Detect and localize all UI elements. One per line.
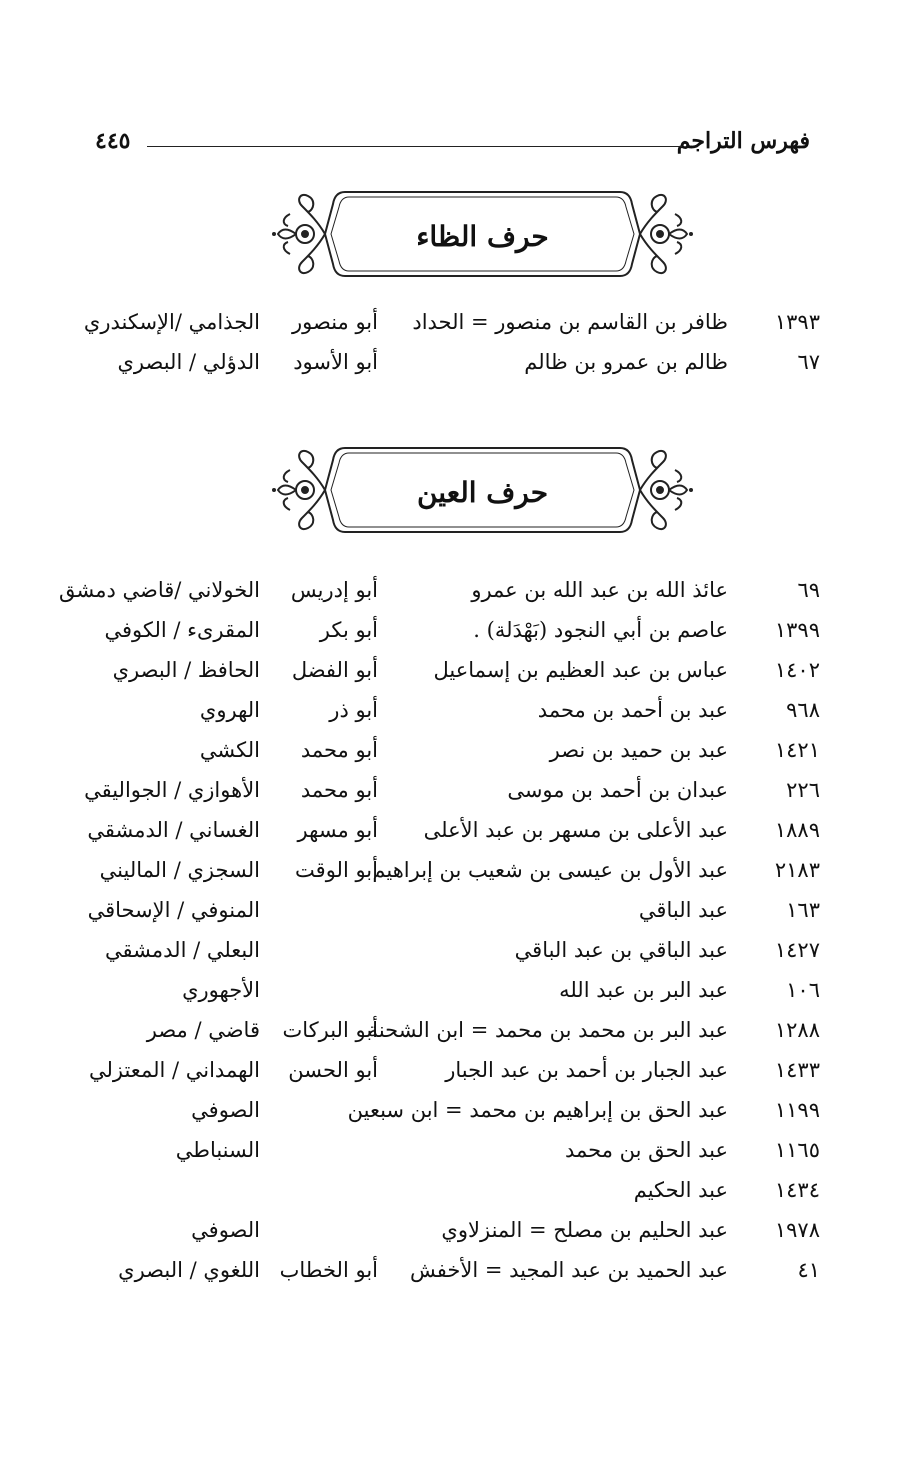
- entry-number: ١٤٢١: [774, 738, 820, 762]
- entry-name: عبدان بن أحمد بن موسى: [507, 778, 728, 802]
- entry-row: [90, 1058, 820, 1098]
- entry-name: عبد البر بن محمد بن محمد = ابن الشحنة: [367, 1018, 728, 1042]
- entry-row: [83, 310, 820, 350]
- entry-nisba: السجزي / الماليني: [99, 858, 260, 882]
- entry-nisba: المقرىء / الكوفي: [104, 618, 260, 642]
- page-number: ٤٤٥: [95, 128, 131, 154]
- entries-list: [83, 310, 820, 390]
- entry-nisba: اللغوي / البصري: [118, 1258, 260, 1282]
- entry-number: ١٤٣٤: [774, 1178, 820, 1202]
- entry-row: [58, 578, 820, 618]
- entry-row: [90, 1138, 820, 1178]
- entry-name: عبد البر بن عبد الله: [559, 978, 728, 1002]
- entry-number: ١٩٧٨: [774, 1218, 820, 1242]
- entry-row: [90, 698, 820, 738]
- entry-number: ٢١٨٣: [774, 858, 820, 882]
- entry-name: ظالم بن عمرو بن ظالم: [524, 350, 728, 374]
- entry-number: ١٨٨٩: [774, 818, 820, 842]
- entry-name: عبد الأول بن عيسى بن شعيب بن إبراهيم: [372, 858, 728, 882]
- entry-row: [90, 658, 820, 698]
- header-title: فهرس التراجم: [676, 128, 810, 154]
- entry-name: عباس بن عبد العظيم بن إسماعيل: [433, 658, 728, 682]
- entry-name: عبد الأعلى بن مسهر بن عبد الأعلى: [423, 818, 728, 842]
- entry-row: [90, 618, 820, 658]
- entry-name: ظافر بن القاسم بن منصور = الحداد: [412, 310, 728, 334]
- entry-kunya: أبو الفضل: [291, 658, 378, 682]
- section-heading-ornament: [270, 184, 695, 284]
- entry-number: ١٤٣٣: [774, 1058, 820, 1082]
- entry-name: عبد بن أحمد بن محمد: [537, 698, 728, 722]
- entry-name: عبد الباقي بن عبد الباقي: [514, 938, 728, 962]
- entry-nisba: الجذامي /الإسكندري: [83, 310, 260, 334]
- entry-name: عبد الحق بن محمد: [564, 1138, 728, 1162]
- entry-name: عبد الجبار بن أحمد بن عبد الجبار: [445, 1058, 728, 1082]
- entry-row: [90, 1218, 820, 1258]
- entry-kunya: أبو الحسن: [288, 1058, 378, 1082]
- entry-nisba: الخولاني /قاضي دمشق: [58, 578, 260, 602]
- entry-kunya: أبو بكر: [319, 618, 378, 642]
- entry-kunya: أبو ذر: [329, 698, 378, 722]
- entry-row: [87, 818, 820, 858]
- entry-kunya: أبو محمد: [300, 738, 378, 762]
- entry-kunya: أبو محمد: [300, 778, 378, 802]
- section-heading-ornament: [270, 440, 695, 540]
- entry-number: ١٣٩٣: [774, 310, 820, 334]
- entry-nisba: الحافظ / البصري: [112, 658, 260, 682]
- entry-kunya: أبو الوقت: [295, 858, 378, 882]
- entry-nisba: السنباطي: [175, 1138, 260, 1162]
- entry-number: ١٤٠٢: [774, 658, 820, 682]
- header-rule: [147, 146, 682, 147]
- entry-number: ١٦٣: [786, 898, 820, 922]
- entry-kunya: أبو البركات: [282, 1018, 378, 1042]
- entry-nisba: الهروي: [199, 698, 260, 722]
- entry-kunya: أبو إدريس: [290, 578, 378, 602]
- entry-kunya: أبو الأسود: [293, 350, 378, 374]
- entry-kunya: أبو منصور: [292, 310, 378, 334]
- entry-number: ٦٩: [797, 578, 820, 602]
- entry-row: [90, 858, 820, 898]
- entry-number: ٩٦٨: [786, 698, 820, 722]
- entry-number: ١٢٨٨: [774, 1018, 820, 1042]
- entry-number: ١٤٢٧: [774, 938, 820, 962]
- entry-name: عبد الحليم بن مصلح = المنزلاوي: [441, 1218, 728, 1242]
- entry-number: ١٣٩٩: [774, 618, 820, 642]
- section-heading: حرف العين: [416, 476, 549, 509]
- section-heading: حرف الظاء: [416, 220, 549, 253]
- entry-row: [90, 738, 820, 778]
- entry-name: عاصم بن أبي النجود (بَهْدَلة) .: [473, 618, 728, 642]
- entry-nisba: الأهوازي / الجواليقي: [84, 778, 260, 802]
- entry-row: [84, 778, 820, 818]
- entry-name: عائذ الله بن عبد الله بن عمرو: [471, 578, 728, 602]
- entry-nisba: البعلي / الدمشقي: [105, 938, 260, 962]
- running-header: [95, 128, 810, 164]
- entry-nisba: الكشي: [199, 738, 260, 762]
- entry-name: عبد الباقي: [638, 898, 728, 922]
- entry-nisba: المنوفي / الإسحاقي: [87, 898, 260, 922]
- entry-row: [90, 1178, 820, 1218]
- entry-row: [90, 938, 820, 978]
- entry-kunya: أبو الخطاب: [279, 1258, 378, 1282]
- entry-nisba: الغساني / الدمشقي: [87, 818, 260, 842]
- entry-name: عبد بن حميد بن نصر: [549, 738, 728, 762]
- entry-row: [90, 1018, 820, 1058]
- entries-list: [58, 578, 820, 1298]
- entry-row: [90, 1098, 820, 1138]
- entry-nisba: الدؤلي / البصري: [117, 350, 260, 374]
- entry-number: ١٠٦: [786, 978, 820, 1002]
- entry-name: عبد الحكيم: [633, 1178, 728, 1202]
- entry-nisba: قاضي / مصر: [146, 1018, 260, 1042]
- entry-row: [90, 350, 820, 390]
- entry-row: [87, 898, 820, 938]
- entry-number: ١١٦٥: [774, 1138, 820, 1162]
- entry-name: عبد الحميد بن عبد المجيد = الأخفش: [409, 1258, 728, 1282]
- entry-nisba: الصوفي: [191, 1098, 260, 1122]
- entry-number: ٤١: [797, 1258, 820, 1282]
- entry-number: ١١٩٩: [774, 1098, 820, 1122]
- entry-number: ٢٢٦: [786, 778, 820, 802]
- entry-row: [90, 1258, 820, 1298]
- entry-kunya: أبو مسهر: [297, 818, 378, 842]
- entry-name: عبد الحق بن إبراهيم بن محمد = ابن سبعين: [347, 1098, 728, 1122]
- entry-nisba: الأجهوري: [182, 978, 260, 1002]
- entry-number: ٦٧: [797, 350, 820, 374]
- entry-row: [90, 978, 820, 1018]
- entry-nisba: الصوفي: [191, 1218, 260, 1242]
- entry-nisba: الهمداني / المعتزلي: [88, 1058, 260, 1082]
